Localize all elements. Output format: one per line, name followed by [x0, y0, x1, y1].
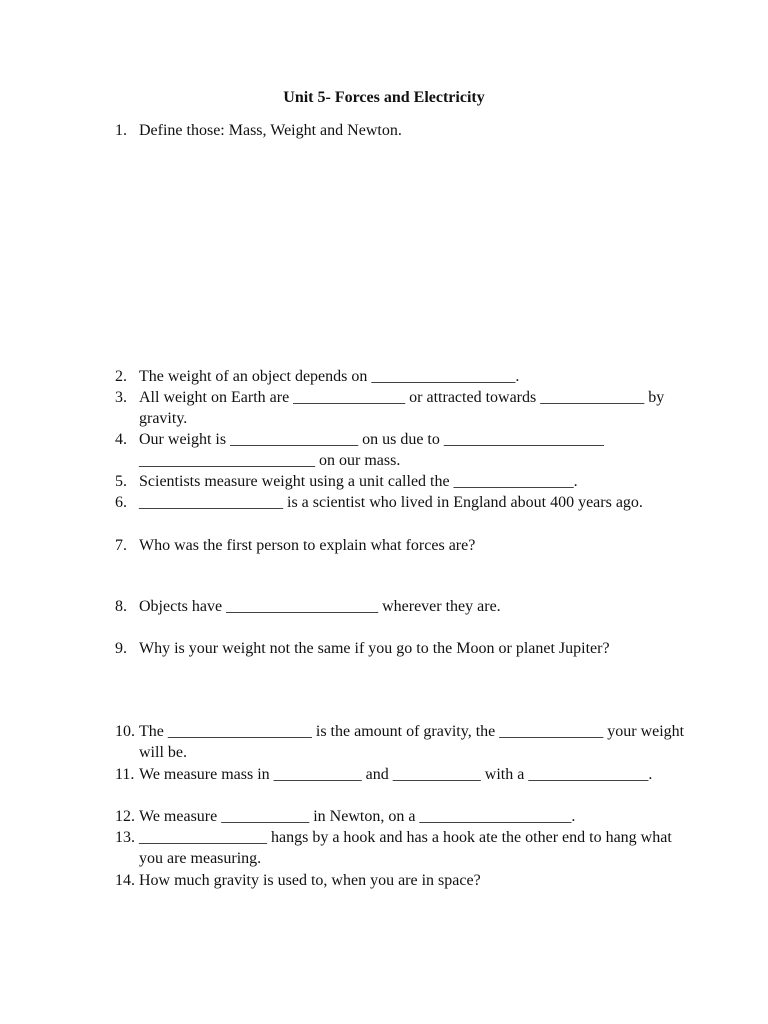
question-text: The __________________ is the amount of gravity, the _____________ your weight will be. — [139, 723, 685, 761]
question-number: 7. — [115, 537, 127, 554]
question-9 — [115, 638, 685, 659]
question-number: 14. — [115, 872, 135, 889]
question-text: Our weight is ________________ on us due to ____________________ ______________________ on our mass. — [139, 431, 604, 469]
question-text: ________________ hangs by a hook and has a hook ate the other end to hang what you are measuring. — [139, 829, 672, 867]
question-text: Define those: Mass, Weight and Newton. — [139, 122, 402, 139]
question-number: 3. — [115, 389, 127, 406]
question-11 — [115, 764, 685, 785]
question-number: 13. — [115, 829, 135, 846]
question-number: 9. — [115, 640, 127, 657]
question-number: 8. — [115, 598, 127, 615]
question-7 — [115, 535, 685, 556]
question-13 — [115, 827, 685, 869]
question-text: All weight on Earth are ______________ or attracted towards _____________ by gravity. — [139, 389, 665, 427]
question-8 — [115, 596, 685, 617]
question-number: 11. — [115, 766, 135, 783]
question-number: 1. — [115, 122, 127, 139]
question-number: 6. — [115, 494, 127, 511]
question-text: __________________ is a scientist who lived in England about 400 years ago. — [139, 494, 643, 511]
question-text: Why is your weight not the same if you go to the Moon or planet Jupiter? — [139, 640, 610, 657]
question-text: How much gravity is used to, when you are in space? — [139, 872, 481, 889]
question-number: 2. — [115, 368, 127, 385]
question-4 — [115, 429, 685, 471]
question-5 — [115, 471, 685, 492]
question-text: Scientists measure weight using a unit called the _______________. — [139, 473, 578, 490]
question-2 — [115, 366, 685, 387]
question-10 — [115, 721, 685, 763]
question-text: We measure ___________ in Newton, on a ___________________. — [139, 808, 576, 825]
question-14 — [115, 870, 685, 891]
question-text: We measure mass in ___________ and ___________ with a _______________. — [139, 766, 653, 783]
question-3 — [115, 387, 685, 429]
question-text: Who was the first person to explain what forces are? — [139, 537, 476, 554]
question-text: The weight of an object depends on __________________. — [139, 368, 520, 385]
question-6 — [115, 492, 685, 513]
question-text: Objects have ___________________ wherever they are. — [139, 598, 501, 615]
worksheet-title: Unit 5- Forces and Electricity — [283, 89, 485, 106]
question-1 — [115, 120, 685, 141]
question-12 — [115, 806, 685, 827]
question-number: 4. — [115, 431, 127, 448]
question-number: 5. — [115, 473, 127, 490]
question-number: 10. — [115, 723, 135, 740]
question-number: 12. — [115, 808, 135, 825]
